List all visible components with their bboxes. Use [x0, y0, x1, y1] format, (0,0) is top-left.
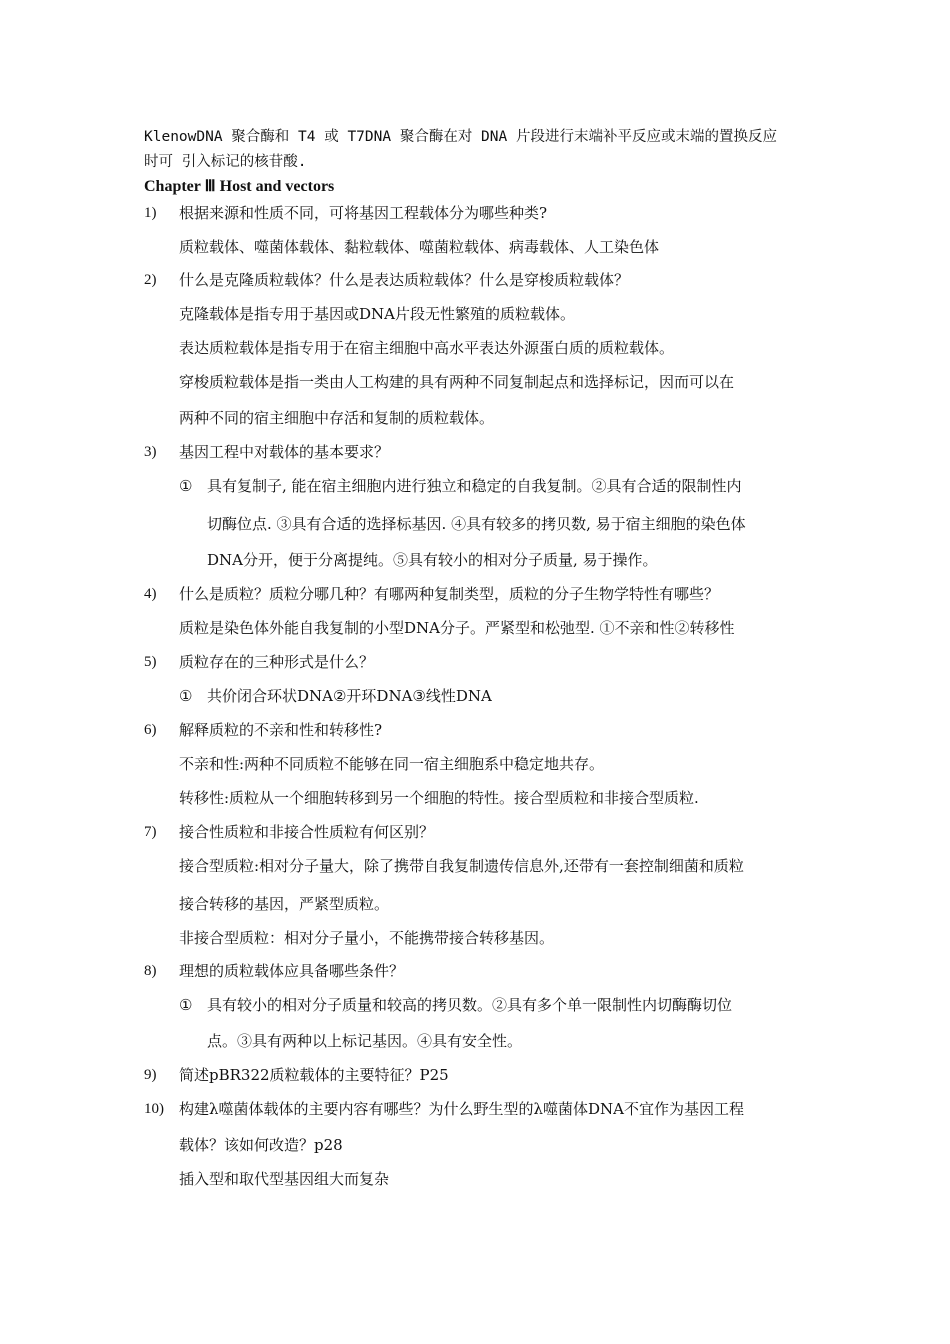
question-text: 什么是克隆质粒载体？什么是表达质粒载体？什么是穿梭质粒载体？ — [179, 271, 630, 289]
question-number: 1) — [144, 205, 157, 221]
answer-text: 克隆载体是指专用于基因或DNA片段无性繁殖的质粒载体。 — [179, 305, 575, 323]
question-number: 10) — [144, 1101, 164, 1117]
answer-text: 接合转移的基因，严紧型质粒。 — [179, 895, 390, 913]
question-number: 9) — [144, 1067, 157, 1083]
intro-line-2: 时可 引入标记的核苷酸. — [144, 154, 307, 170]
question-number: 7) — [144, 824, 157, 840]
intro-line-1: KlenowDNA 聚合酶和 T4 或 T7DNA 聚合酶在对 DNA 片段进行末端补平反应或末端的置换反应 — [144, 129, 777, 145]
list-marker: ① — [179, 477, 193, 495]
question-text: 构建λ噬菌体载体的主要内容有哪些？为什么野生型的λ噬菌体DNA不宜作为基因工程 — [179, 1100, 745, 1118]
answer-text: 切酶位点. ③具有合适的选择标基因. ④具有较多的拷贝数, 易于宿主细胞的染色体 — [207, 515, 746, 533]
answer-text: 点。③具有两种以上标记基因。④具有安全性。 — [207, 1032, 523, 1050]
question-number: 5) — [144, 654, 157, 670]
question-text: 接合性质粒和非接合性质粒有何区别？ — [179, 823, 435, 841]
answer-text: 质粒是染色体外能自我复制的小型DNA分子。严紧型和松弛型. ①不亲和性②转移性 — [179, 619, 735, 637]
answer-text: 表达质粒载体是指专用于在宿主细胞中高水平表达外源蛋白质的质粒载体。 — [179, 339, 675, 357]
question-number: 6) — [144, 722, 157, 738]
answer-text: 接合型质粒:相对分子量大，除了携带自我复制遗传信息外,还带有一套控制细菌和质粒 — [179, 857, 744, 875]
question-number: 2) — [144, 272, 157, 288]
question-number: 8) — [144, 963, 157, 979]
answer-text: 两种不同的宿主细胞中存活和复制的质粒载体。 — [179, 409, 495, 427]
answer-text: 具有复制子, 能在宿主细胞内进行独立和稳定的自我复制。②具有合适的限制性内 — [207, 477, 742, 495]
list-marker: ① — [179, 996, 193, 1014]
question-text: 解释质粒的不亲和性和转移性? — [179, 721, 383, 739]
question-number: 4) — [144, 586, 157, 602]
answer-text: 共价闭合环状DNA②开环DNA③线性DNA — [207, 687, 492, 705]
question-text: 质粒存在的三种形式是什么？ — [179, 653, 375, 671]
question-text: 什么是质粒？质粒分哪几种？有哪两种复制类型，质粒的分子生物学特性有哪些？ — [179, 585, 720, 603]
answer-text: 非接合型质粒：相对分子量小，不能携带接合转移基因。 — [179, 929, 555, 947]
list-marker: ① — [179, 687, 193, 705]
question-number: 3) — [144, 444, 157, 460]
answer-text: 不亲和性:两种不同质粒不能够在同一宿主细胞系中稳定地共存。 — [179, 755, 605, 773]
question-text: 根据来源和性质不同，可将基因工程载体分为哪些种类? — [179, 204, 548, 222]
answer-text: DNA分开，便于分离提纯。⑤具有较小的相对分子质量, 易于操作。 — [207, 551, 658, 569]
question-text: 基因工程中对载体的基本要求？ — [179, 443, 390, 461]
question-text: 理想的质粒载体应具备哪些条件？ — [179, 962, 405, 980]
chapter-heading: Chapter Ⅲ Host and vectors — [144, 178, 335, 195]
answer-text: 插入型和取代型基因组大而复杂 — [179, 1170, 390, 1188]
question-text: 简述pBR322质粒载体的主要特征？P25 — [179, 1066, 449, 1084]
answer-text: 质粒载体、噬菌体载体、黏粒载体、噬菌粒载体、病毒载体、人工染色体 — [179, 238, 660, 256]
answer-text: 穿梭质粒载体是指一类由人工构建的具有两种不同复制起点和选择标记，因而可以在 — [179, 373, 735, 391]
answer-text: 转移性:质粒从一个细胞转移到另一个细胞的特性。接合型质粒和非接合型质粒. — [179, 789, 699, 807]
answer-text: 具有较小的相对分子质量和较高的拷贝数。②具有多个单一限制性内切酶酶切位 — [207, 996, 733, 1014]
answer-text: 载体？该如何改造？p28 — [179, 1136, 343, 1154]
